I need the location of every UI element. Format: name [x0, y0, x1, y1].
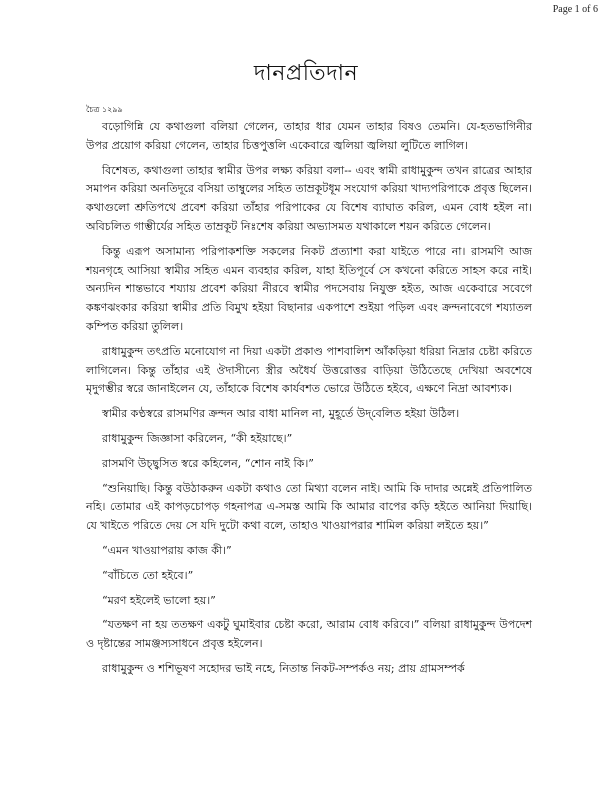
- paragraph: বড়োগিন্নি যে কথাগুলা বলিয়া গেলেন, তাহার ধার যেমন তাহার বিষও তেমনি। যে-হতভাগিনীর উপর প্রয়োগ করিয়া গেলেন, তাহার চিত্তপুত্তলি একেবারে জ্বলিয়া জ্বলিয়া লুটিতে লাগিল।: [86, 120, 532, 152]
- paragraph: রাধামুকুন্দ তৎপ্রতি মনোযোগ না দিয়া একটা প্রকাণ্ড পাশবালিশ আঁকড়িয়া ধরিয়া নিদ্রার চেষ্টা করিতে লাগিলেন। কিন্তু তাঁহার এই ঔদাসীন্যে স্ত্রীর অধৈর্য উত্তরোত্তর বাড়িয়া উঠিতেছে দেখিয়া অবশেষে মৃদুগম্ভীর স্বরে জানাইলেন যে, তাঁহাকে বিশেষ কার্যবশত ভোরে উঠিতে হইবে, এক্ষণে নিদ্রা আবশ্যক।: [86, 344, 532, 396]
- paragraph: “যতক্ষণ না হয় ততক্ষণ একটু ঘুমাইবার চেষ্টা করো, আরাম বোধ করিবে।” বলিয়া রাধামুকুন্দ উপদেশ ও দৃষ্টান্তের সামঞ্জস্যসাধনে প্রবৃত্ত হইলেন।: [86, 618, 532, 651]
- paragraph: “এমন খাওয়াপরায় কাজ কী।”: [102, 543, 232, 557]
- paragraph: রাধামুকুন্দ জিজ্ঞাসা করিলেন, “কী হইয়াছে।”: [102, 431, 293, 445]
- paragraph: “বাঁচিতে তো হইবে।”: [102, 568, 194, 582]
- document-body: [86, 118, 532, 685]
- paragraph: “মরণ হইলেই ভালো হয়।”: [102, 593, 216, 607]
- paragraph: রাধামুকুন্দ ও শশিভূষণ সহোদর ভাই নহে, নিতান্ত নিকট-সম্পর্কও নয়; প্রায় গ্রামসম্পর্ক: [102, 661, 465, 675]
- date-line: চৈত্র ১২৯৯: [86, 105, 123, 114]
- paragraph: রাসমণি উচ্ছ্বসিত স্বরে কহিলেন, “শোন নাই কি।”: [102, 456, 314, 470]
- paragraph: স্বামীর কণ্ঠস্বরে রাসমণির ক্রন্দন আর বাধা মানিল না, মুহূর্তে উদ্‌বেলিত হইয়া উঠিল।: [102, 407, 460, 421]
- document-title: দানপ্রতিদান: [253, 61, 359, 86]
- paragraph: “শুনিয়াছি। কিন্তু বউঠাকরুন একটা কথাও তো মিথ্যা বলেন নাই। আমি কি দাদার অন্নেই প্রতিপালিত নহি। তোমার এই কাপড়চোপড় গহনাপত্র এ-সমস্ত আমি কি আমার বাপের কড়ি হইতে আনিয়া দিয়াছি। যে খাইতে পরিতে দেয় সে যদি দুটো কথা বলে, তাহাও খাওয়াপরার শামিল করিয়া লইতে হয়।”: [86, 481, 532, 533]
- paragraph: বিশেষত, কথাগুলা তাহার স্বামীর উপর লক্ষ্য করিয়া বলা-- এবং স্বামী রাধামুকুন্দ তখন রাত্রের আহার সমাপন করিয়া অনতিদূরে বসিয়া তাম্বুলের সহিত তাম্রকূটধূম সংযোগ করিয়া খাদ্যপরিপাকে প্রবৃত্ত ছিলেন। কথাগুলো শ্রুতিপথে প্রবেশ করিয়া তাঁহার পরিপাকের যে বিশেষ ব্যাঘাত করিল, এমন বোধ হইল না। অবিচলিত গাম্ভীর্যের সহিত তাম্রকূট নিঃশেষ করিয়া অভ্যাসমত যথাকালে শয়ন করিতে গেলেন।: [86, 163, 532, 233]
- page-number: Page 1 of 6: [552, 4, 598, 15]
- paragraph: কিন্তু এরূপ অসামান্য পরিপাকশক্তি সকলের নিকট প্রত্যাশা করা যাইতে পারে না। রাসমণি আজ শয়নগৃহে আসিয়া স্বামীর সহিত এমন ব্যবহার করিল, যাহা ইতিপূর্বে সে কখনো করিতে সাহস করে নাই। অন্যদিন শান্তভাবে শয্যায় প্রবেশ করিয়া নীরবে স্বামীর পদসেবায় নিযুক্ত হইত, আজ একেবারে সবেগে কঙ্কণঝংকার করিয়া স্বামীর প্রতি বিমুখ হইয়া বিছানার একপাশে শুইয়া পড়িল এবং ক্রন্দনাবেগে শয্যাতল কম্পিত করিয়া তুলিল।: [86, 244, 532, 333]
